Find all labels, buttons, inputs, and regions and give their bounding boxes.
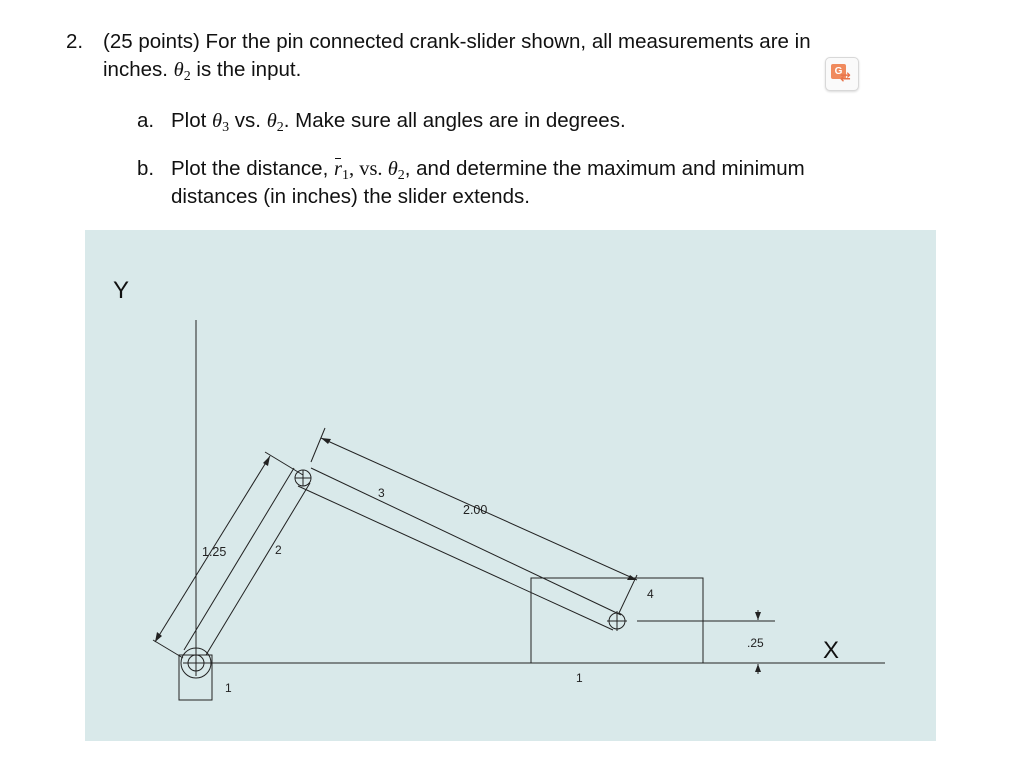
arrowhead-2 [263, 456, 270, 466]
crank-link-edge-1 [184, 468, 294, 650]
theta-subscript: 2 [183, 69, 191, 84]
link3-label: 3 [378, 486, 385, 500]
ground-label-right: 1 [576, 671, 583, 685]
translate-icon: G [831, 64, 846, 79]
translate-arrow-icon: ⇄ [840, 69, 851, 84]
crank-link-edge-2 [206, 483, 310, 655]
arrowhead-6 [755, 664, 761, 672]
coupler-ext-line-2 [619, 575, 637, 613]
offset-dimension-label: .25 [747, 636, 764, 650]
link2-label: 2 [275, 543, 282, 557]
part-b-letter: b. [137, 157, 155, 180]
crank-ext-line-1 [153, 640, 183, 658]
x-axis-label: X [823, 637, 840, 664]
part-a-pre: Plot [171, 109, 213, 132]
arrowhead-3 [321, 438, 331, 444]
arrowhead-5 [755, 612, 761, 620]
question-text-line1: (25 points) For the pin connected crank-slider shown, all measurements are in [103, 30, 811, 53]
ground-label-left: 1 [225, 681, 232, 695]
part-b-post: , and determine the maximum and minimum [404, 157, 805, 180]
theta2-subscript: 2 [276, 120, 284, 135]
part-a-vs: vs. [229, 109, 267, 132]
coupler-link-edge-1 [311, 468, 621, 615]
question-line2-pre: inches. [103, 58, 174, 81]
r1-subscript: 1 [341, 168, 349, 183]
theta2-symbol: θ [266, 110, 277, 132]
part-b-pre: Plot the distance, [171, 157, 334, 180]
coupler-link-edge-2 [298, 486, 613, 630]
r1-symbol: r [334, 155, 342, 183]
mechanism-drawing [85, 230, 936, 741]
part-a-text [171, 107, 626, 142]
part-b-vs: , vs. [348, 158, 388, 180]
translate-button[interactable] [825, 57, 859, 91]
crank-dimension-label: 1.25 [202, 545, 227, 559]
question-number: 2. [66, 30, 84, 53]
arrowhead-1 [155, 632, 162, 642]
part-b-text-line2: distances (in inches) the slider extends. [171, 185, 530, 208]
theta3-symbol: θ [212, 110, 223, 132]
part-a-letter: a. [137, 109, 155, 132]
crank-slider-figure [85, 230, 936, 741]
theta3-subscript: 3 [222, 120, 230, 135]
theta-symbol: θ [173, 59, 184, 81]
question-line2-post: is the input. [190, 58, 302, 81]
coupler-dimension-label: 2.00 [463, 503, 488, 517]
link4-label: 4 [647, 587, 654, 601]
part-a-post: . Make sure all angles are in degrees. [283, 109, 626, 132]
theta2-symbol-b: θ [387, 158, 398, 180]
coupler-ext-line-1 [311, 428, 325, 462]
theta2-subscript-b: 2 [397, 168, 405, 183]
y-axis-label: Y [113, 277, 130, 304]
question-text-line2 [103, 56, 301, 91]
crank-ext-line-2 [265, 452, 303, 475]
